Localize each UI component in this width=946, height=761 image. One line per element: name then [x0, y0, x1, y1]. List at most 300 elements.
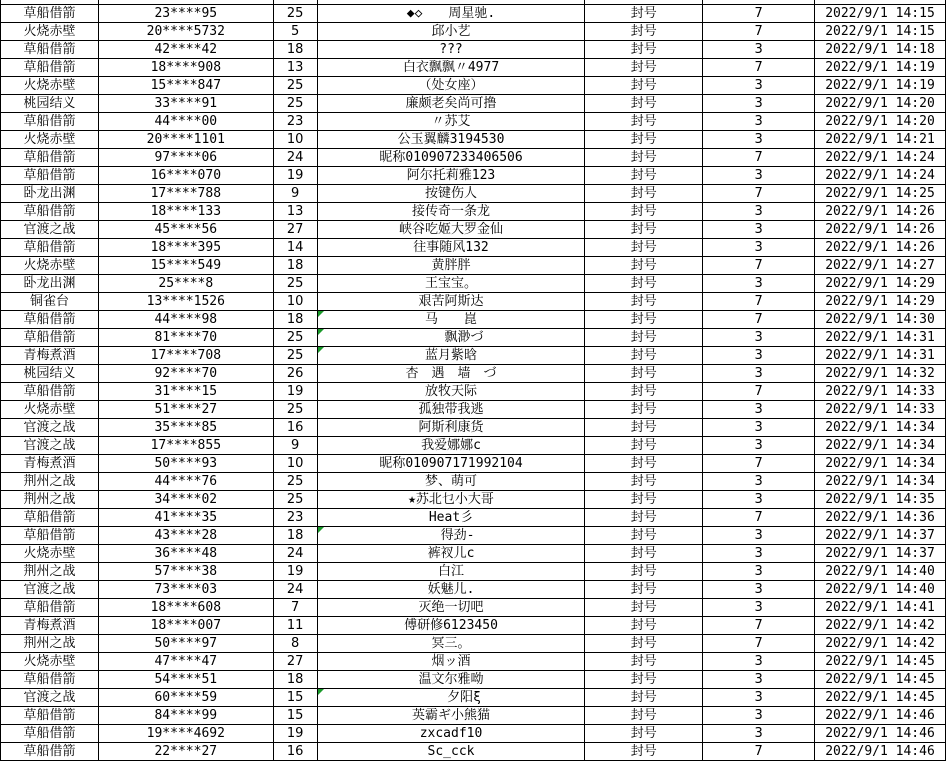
cell-player-name[interactable]: 阿斯利康货	[317, 419, 585, 437]
cell-phone[interactable]: 22****27	[98, 743, 273, 761]
cell-status[interactable]: 封号	[585, 671, 703, 689]
cell-region[interactable]: 草船借箭	[1, 311, 99, 329]
cell-status[interactable]: 封号	[585, 473, 703, 491]
cell-region[interactable]: 官渡之战	[1, 437, 99, 455]
cell-status[interactable]: 封号	[585, 95, 703, 113]
cell-time[interactable]: 2022/9/1 14:26	[814, 203, 945, 221]
cell-level[interactable]: 10	[273, 293, 317, 311]
cell-phone[interactable]: 17****708	[98, 347, 273, 365]
cell-status[interactable]: 封号	[585, 221, 703, 239]
cell-level[interactable]: 25	[273, 77, 317, 95]
cell-player-name[interactable]: 傅研修6123450	[317, 617, 585, 635]
cell-status[interactable]: 封号	[585, 653, 703, 671]
cell-phone[interactable]: 34****02	[98, 491, 273, 509]
cell-status[interactable]: 封号	[585, 707, 703, 725]
cell-phone[interactable]: 44****98	[98, 311, 273, 329]
cell-player-name[interactable]: 蓝月紫晗	[317, 347, 585, 365]
cell-phone[interactable]: 92****70	[98, 365, 273, 383]
cell-level[interactable]: 25	[273, 401, 317, 419]
cell-time[interactable]: 2022/9/1 14:29	[814, 275, 945, 293]
cell-region[interactable]: 火烧赤壁	[1, 401, 99, 419]
cell-ban-days[interactable]: 7	[703, 185, 815, 203]
cell-player-name[interactable]: 往事随风132	[317, 239, 585, 257]
cell-phone[interactable]: 60****59	[98, 689, 273, 707]
cell-player-name[interactable]: 按键伤人	[317, 185, 585, 203]
cell-phone[interactable]: 36****48	[98, 545, 273, 563]
cell-status[interactable]: 封号	[585, 149, 703, 167]
cell-region[interactable]: 草船借箭	[1, 671, 99, 689]
cell-player-name[interactable]: 王宝宝。	[317, 275, 585, 293]
cell-region[interactable]: 草船借箭	[1, 59, 99, 77]
cell-time[interactable]: 2022/9/1 14:20	[814, 113, 945, 131]
cell-player-name[interactable]: 〃苏艾	[317, 113, 585, 131]
cell-region[interactable]: 火烧赤壁	[1, 653, 99, 671]
cell-phone[interactable]: 50****93	[98, 455, 273, 473]
cell-player-name[interactable]: 冥三。	[317, 635, 585, 653]
cell-time[interactable]: 2022/9/1 14:15	[814, 23, 945, 41]
cell-region[interactable]: 桃园结义	[1, 365, 99, 383]
cell-time[interactable]: 2022/9/1 14:34	[814, 437, 945, 455]
cell-phone[interactable]: 25****8	[98, 275, 273, 293]
cell-ban-days[interactable]: 3	[703, 707, 815, 725]
cell-time[interactable]: 2022/9/1 14:34	[814, 419, 945, 437]
cell-time[interactable]: 2022/9/1 14:33	[814, 401, 945, 419]
cell-player-name[interactable]: 飘渺づ	[317, 329, 585, 347]
cell-time[interactable]: 2022/9/1 14:15	[814, 5, 945, 23]
cell-phone[interactable]: 44****00	[98, 113, 273, 131]
cell-time[interactable]: 2022/9/1 14:42	[814, 617, 945, 635]
cell-status[interactable]: 封号	[585, 491, 703, 509]
cell-time[interactable]: 2022/9/1 14:21	[814, 131, 945, 149]
cell-status[interactable]: 封号	[585, 689, 703, 707]
cell-player-name[interactable]: 公玉翼麟3194530	[317, 131, 585, 149]
cell-time[interactable]: 2022/9/1 14:40	[814, 581, 945, 599]
cell-level[interactable]: 23	[273, 113, 317, 131]
cell-time[interactable]: 2022/9/1 14:46	[814, 743, 945, 761]
cell-region[interactable]: 青梅煮酒	[1, 617, 99, 635]
cell-phone[interactable]: 18****908	[98, 59, 273, 77]
cell-player-name[interactable]: 灭绝一切吧	[317, 599, 585, 617]
cell-level[interactable]: 25	[273, 95, 317, 113]
cell-player-name[interactable]: 艰苦阿斯达	[317, 293, 585, 311]
cell-status[interactable]: 封号	[585, 239, 703, 257]
cell-level[interactable]: 10	[273, 131, 317, 149]
cell-region[interactable]: 草船借箭	[1, 329, 99, 347]
cell-phone[interactable]: 50****97	[98, 635, 273, 653]
cell-time[interactable]: 2022/9/1 14:30	[814, 311, 945, 329]
cell-level[interactable]: 10	[273, 455, 317, 473]
cell-region[interactable]: 荆州之战	[1, 473, 99, 491]
cell-player-name[interactable]: 杏 遇 墙 づ	[317, 365, 585, 383]
cell-level[interactable]: 19	[273, 383, 317, 401]
cell-ban-days[interactable]: 7	[703, 59, 815, 77]
cell-phone[interactable]: 13****1526	[98, 293, 273, 311]
cell-ban-days[interactable]: 7	[703, 23, 815, 41]
cell-player-name[interactable]: 温文尔雅呦	[317, 671, 585, 689]
cell-level[interactable]: 13	[273, 203, 317, 221]
cell-phone[interactable]: 47****47	[98, 653, 273, 671]
cell-time[interactable]: 2022/9/1 14:27	[814, 257, 945, 275]
cell-ban-days[interactable]: 3	[703, 329, 815, 347]
cell-level[interactable]: 9	[273, 185, 317, 203]
cell-phone[interactable]: 84****99	[98, 707, 273, 725]
cell-time[interactable]: 2022/9/1 14:32	[814, 365, 945, 383]
cell-level[interactable]: 19	[273, 167, 317, 185]
cell-level[interactable]: 18	[273, 257, 317, 275]
cell-level[interactable]: 27	[273, 653, 317, 671]
cell-status[interactable]: 封号	[585, 347, 703, 365]
cell-player-name[interactable]: 阿尔托莉雅123	[317, 167, 585, 185]
cell-phone[interactable]: 44****76	[98, 473, 273, 491]
cell-phone[interactable]: 18****007	[98, 617, 273, 635]
cell-status[interactable]: 封号	[585, 419, 703, 437]
cell-phone[interactable]: 17****855	[98, 437, 273, 455]
cell-ban-days[interactable]: 7	[703, 293, 815, 311]
cell-phone[interactable]: 19****4692	[98, 725, 273, 743]
cell-player-name[interactable]: 烟ッ酒	[317, 653, 585, 671]
cell-status[interactable]: 封号	[585, 509, 703, 527]
cell-player-name[interactable]: 梦、萌可	[317, 473, 585, 491]
cell-region[interactable]: 草船借箭	[1, 239, 99, 257]
cell-player-name[interactable]: 夕阳ξ	[317, 689, 585, 707]
cell-status[interactable]: 封号	[585, 167, 703, 185]
cell-status[interactable]: 封号	[585, 293, 703, 311]
cell-ban-days[interactable]: 7	[703, 311, 815, 329]
cell-ban-days[interactable]: 3	[703, 437, 815, 455]
cell-ban-days[interactable]: 3	[703, 41, 815, 59]
cell-region[interactable]: 草船借箭	[1, 509, 99, 527]
cell-phone[interactable]: 97****06	[98, 149, 273, 167]
cell-time[interactable]: 2022/9/1 14:20	[814, 95, 945, 113]
cell-ban-days[interactable]: 7	[703, 455, 815, 473]
cell-region[interactable]: 草船借箭	[1, 527, 99, 545]
cell-phone[interactable]: 17****788	[98, 185, 273, 203]
cell-level[interactable]: 24	[273, 149, 317, 167]
cell-player-name[interactable]: ★苏北乜小大哥	[317, 491, 585, 509]
cell-level[interactable]: 25	[273, 473, 317, 491]
cell-region[interactable]: 草船借箭	[1, 167, 99, 185]
cell-time[interactable]: 2022/9/1 14:19	[814, 59, 945, 77]
cell-ban-days[interactable]: 3	[703, 401, 815, 419]
cell-ban-days[interactable]: 3	[703, 347, 815, 365]
cell-time[interactable]: 2022/9/1 14:34	[814, 473, 945, 491]
cell-level[interactable]: 27	[273, 221, 317, 239]
cell-status[interactable]: 封号	[585, 23, 703, 41]
cell-status[interactable]: 封号	[585, 581, 703, 599]
cell-region[interactable]: 草船借箭	[1, 743, 99, 761]
cell-status[interactable]: 封号	[585, 203, 703, 221]
cell-region[interactable]: 铜雀台	[1, 293, 99, 311]
cell-status[interactable]: 封号	[585, 617, 703, 635]
cell-level[interactable]: 16	[273, 743, 317, 761]
cell-level[interactable]: 9	[273, 437, 317, 455]
cell-time[interactable]: 2022/9/1 14:37	[814, 527, 945, 545]
cell-region[interactable]: 青梅煮酒	[1, 347, 99, 365]
table-row	[1, 149, 946, 167]
cell-player-name[interactable]: Sc_cck	[317, 743, 585, 761]
cell-status[interactable]: 封号	[585, 401, 703, 419]
cell-level[interactable]: 26	[273, 365, 317, 383]
cell-time[interactable]: 2022/9/1 14:26	[814, 221, 945, 239]
cell-region[interactable]: 草船借箭	[1, 5, 99, 23]
cell-ban-days[interactable]: 3	[703, 671, 815, 689]
cell-phone[interactable]: 23****95	[98, 5, 273, 23]
cell-region[interactable]: 草船借箭	[1, 599, 99, 617]
cell-time[interactable]: 2022/9/1 14:35	[814, 491, 945, 509]
cell-ban-days[interactable]: 3	[703, 545, 815, 563]
cell-level[interactable]: 25	[273, 329, 317, 347]
cell-phone[interactable]: 73****03	[98, 581, 273, 599]
cell-status[interactable]: 封号	[585, 131, 703, 149]
cell-ban-days[interactable]: 3	[703, 581, 815, 599]
cell-status[interactable]: 封号	[585, 383, 703, 401]
cell-time[interactable]: 2022/9/1 14:18	[814, 41, 945, 59]
cell-phone[interactable]: 51****27	[98, 401, 273, 419]
cell-level[interactable]: 24	[273, 545, 317, 563]
cell-level[interactable]: 7	[273, 599, 317, 617]
cell-player-name[interactable]: Heat彡	[317, 509, 585, 527]
cell-player-name[interactable]: 我爱娜娜c	[317, 437, 585, 455]
table-row	[1, 77, 946, 95]
cell-time[interactable]: 2022/9/1 14:29	[814, 293, 945, 311]
cell-status[interactable]: 封号	[585, 59, 703, 77]
cell-region[interactable]: 官渡之战	[1, 581, 99, 599]
cell-phone[interactable]: 16****070	[98, 167, 273, 185]
cell-ban-days[interactable]: 3	[703, 689, 815, 707]
cell-status[interactable]: 封号	[585, 275, 703, 293]
cell-phone[interactable]: 54****51	[98, 671, 273, 689]
cell-phone[interactable]: 33****91	[98, 95, 273, 113]
cell-ban-days[interactable]: 7	[703, 149, 815, 167]
cell-ban-days[interactable]: 3	[703, 77, 815, 95]
cell-time[interactable]: 2022/9/1 14:41	[814, 599, 945, 617]
table-row	[1, 41, 946, 59]
cell-time[interactable]: 2022/9/1 14:46	[814, 725, 945, 743]
cell-phone[interactable]: 45****56	[98, 221, 273, 239]
cell-status[interactable]: 封号	[585, 365, 703, 383]
cell-phone[interactable]: 20****1101	[98, 131, 273, 149]
cell-level[interactable]: 5	[273, 23, 317, 41]
cell-ban-days[interactable]: 3	[703, 275, 815, 293]
cell-level[interactable]: 13	[273, 59, 317, 77]
cell-player-name[interactable]: 白江	[317, 563, 585, 581]
cell-ban-days[interactable]: 3	[703, 599, 815, 617]
cell-ban-days[interactable]: 7	[703, 509, 815, 527]
cell-status[interactable]: 封号	[585, 329, 703, 347]
cell-region[interactable]: 草船借箭	[1, 383, 99, 401]
cell-ban-days[interactable]: 3	[703, 473, 815, 491]
cell-player-name[interactable]: 放牧天际	[317, 383, 585, 401]
cell-ban-days[interactable]: 7	[703, 257, 815, 275]
cell-region[interactable]: 火烧赤壁	[1, 23, 99, 41]
cell-ban-days[interactable]: 3	[703, 725, 815, 743]
cell-status[interactable]: 封号	[585, 455, 703, 473]
cell-phone[interactable]: 20****5732	[98, 23, 273, 41]
cell-player-name[interactable]: 妖魅儿.	[317, 581, 585, 599]
cell-time[interactable]: 2022/9/1 14:45	[814, 671, 945, 689]
cell-status[interactable]: 封号	[585, 113, 703, 131]
cell-status[interactable]: 封号	[585, 743, 703, 761]
cell-status[interactable]: 封号	[585, 545, 703, 563]
cell-ban-days[interactable]: 3	[703, 419, 815, 437]
cell-phone[interactable]: 42****42	[98, 41, 273, 59]
cell-level[interactable]: 24	[273, 581, 317, 599]
cell-phone[interactable]: 41****35	[98, 509, 273, 527]
cell-time[interactable]: 2022/9/1 14:31	[814, 329, 945, 347]
cell-region[interactable]: 火烧赤壁	[1, 257, 99, 275]
cell-status[interactable]: 封号	[585, 563, 703, 581]
cell-region[interactable]: 火烧赤壁	[1, 131, 99, 149]
cell-level[interactable]: 19	[273, 563, 317, 581]
cell-player-name[interactable]: 裤衩儿c	[317, 545, 585, 563]
cell-region[interactable]: 草船借箭	[1, 725, 99, 743]
cell-level[interactable]: 18	[273, 311, 317, 329]
cell-level[interactable]: 25	[273, 347, 317, 365]
cell-level[interactable]: 18	[273, 527, 317, 545]
cell-region[interactable]: 官渡之战	[1, 419, 99, 437]
cell-ban-days[interactable]: 3	[703, 563, 815, 581]
cell-player-name[interactable]: 接传奇一条龙	[317, 203, 585, 221]
cell-ban-days[interactable]: 3	[703, 653, 815, 671]
cell-level[interactable]: 19	[273, 725, 317, 743]
cell-status[interactable]: 封号	[585, 41, 703, 59]
cell-level[interactable]: 11	[273, 617, 317, 635]
cell-level[interactable]: 14	[273, 239, 317, 257]
cell-level[interactable]: 18	[273, 41, 317, 59]
cell-time[interactable]: 2022/9/1 14:46	[814, 707, 945, 725]
cell-region[interactable]: 荆州之战	[1, 491, 99, 509]
cell-phone[interactable]: 15****847	[98, 77, 273, 95]
cell-phone[interactable]: 15****549	[98, 257, 273, 275]
cell-status[interactable]: 封号	[585, 77, 703, 95]
cell-region[interactable]: 荆州之战	[1, 635, 99, 653]
cell-ban-days[interactable]: 3	[703, 131, 815, 149]
cell-phone[interactable]: 35****85	[98, 419, 273, 437]
cell-time[interactable]: 2022/9/1 14:37	[814, 545, 945, 563]
cell-ban-days[interactable]: 3	[703, 95, 815, 113]
cell-level[interactable]: 25	[273, 5, 317, 23]
cell-time[interactable]: 2022/9/1 14:24	[814, 167, 945, 185]
table-row	[1, 599, 946, 617]
cell-level[interactable]: 25	[273, 491, 317, 509]
cell-player-name[interactable]: 邱小艺	[317, 23, 585, 41]
cell-time[interactable]: 2022/9/1 14:31	[814, 347, 945, 365]
cell-status[interactable]: 封号	[585, 599, 703, 617]
cell-time[interactable]: 2022/9/1 14:40	[814, 563, 945, 581]
cell-ban-days[interactable]: 7	[703, 5, 815, 23]
cell-ban-days[interactable]: 3	[703, 239, 815, 257]
cell-ban-days[interactable]: 3	[703, 167, 815, 185]
cell-region[interactable]: 官渡之战	[1, 689, 99, 707]
cell-player-name[interactable]: ???	[317, 41, 585, 59]
cell-time[interactable]: 2022/9/1 14:36	[814, 509, 945, 527]
cell-time[interactable]: 2022/9/1 14:42	[814, 635, 945, 653]
cell-region[interactable]: 官渡之战	[1, 221, 99, 239]
cell-region[interactable]: 青梅煮酒	[1, 455, 99, 473]
cell-status[interactable]: 封号	[585, 5, 703, 23]
cell-player-name[interactable]: 昵称010907171992104	[317, 455, 585, 473]
cell-region[interactable]: 火烧赤壁	[1, 545, 99, 563]
cell-region[interactable]: 卧龙出渊	[1, 275, 99, 293]
cell-phone[interactable]: 31****15	[98, 383, 273, 401]
cell-region[interactable]: 火烧赤壁	[1, 77, 99, 95]
cell-time[interactable]: 2022/9/1 14:34	[814, 455, 945, 473]
cell-region[interactable]: 卧龙出渊	[1, 185, 99, 203]
cell-time[interactable]: 2022/9/1 14:33	[814, 383, 945, 401]
cell-ban-days[interactable]: 3	[703, 365, 815, 383]
cell-level[interactable]: 8	[273, 635, 317, 653]
cell-ban-days[interactable]: 7	[703, 383, 815, 401]
cell-status[interactable]: 封号	[585, 311, 703, 329]
cell-time[interactable]: 2022/9/1 14:45	[814, 689, 945, 707]
cell-level[interactable]: 15	[273, 707, 317, 725]
cell-region[interactable]: 桃园结义	[1, 95, 99, 113]
cell-phone[interactable]: 18****608	[98, 599, 273, 617]
cell-ban-days[interactable]: 3	[703, 491, 815, 509]
cell-player-name[interactable]: 白衣飘飘〃4977	[317, 59, 585, 77]
cell-ban-days[interactable]: 7	[703, 617, 815, 635]
cell-player-name[interactable]: 英霸ギ小熊猫	[317, 707, 585, 725]
cell-status[interactable]: 封号	[585, 635, 703, 653]
cell-phone[interactable]: 18****395	[98, 239, 273, 257]
cell-player-name[interactable]: 孤独带我逃	[317, 401, 585, 419]
cell-region[interactable]: 荆州之战	[1, 563, 99, 581]
cell-ban-days[interactable]: 3	[703, 527, 815, 545]
cell-level[interactable]: 18	[273, 671, 317, 689]
cell-time[interactable]: 2022/9/1 14:45	[814, 653, 945, 671]
cell-region[interactable]: 草船借箭	[1, 41, 99, 59]
cell-player-name[interactable]: 马 崑	[317, 311, 585, 329]
cell-player-name[interactable]: 廉颇老矣尚可撸	[317, 95, 585, 113]
cell-player-name[interactable]: （处女座）	[317, 77, 585, 95]
cell-status[interactable]: 封号	[585, 185, 703, 203]
cell-phone[interactable]: 81****70	[98, 329, 273, 347]
cell-level[interactable]: 15	[273, 689, 317, 707]
cell-region[interactable]: 草船借箭	[1, 149, 99, 167]
cell-level[interactable]: 16	[273, 419, 317, 437]
cell-time[interactable]: 2022/9/1 14:19	[814, 77, 945, 95]
cell-ban-days[interactable]: 7	[703, 743, 815, 761]
cell-time[interactable]: 2022/9/1 14:25	[814, 185, 945, 203]
cell-phone[interactable]: 43****28	[98, 527, 273, 545]
cell-phone[interactable]: 57****38	[98, 563, 273, 581]
cell-status[interactable]: 封号	[585, 527, 703, 545]
cell-player-name[interactable]: zxcadf10	[317, 725, 585, 743]
cell-region[interactable]: 草船借箭	[1, 203, 99, 221]
cell-region[interactable]: 草船借箭	[1, 113, 99, 131]
cell-ban-days[interactable]: 3	[703, 113, 815, 131]
cell-time[interactable]: 2022/9/1 14:24	[814, 149, 945, 167]
cell-status[interactable]: 封号	[585, 725, 703, 743]
cell-player-name[interactable]: 得劲-	[317, 527, 585, 545]
table-row	[1, 95, 946, 113]
cell-player-name[interactable]: ◆◇ 周星驰.	[317, 5, 585, 23]
cell-status[interactable]: 封号	[585, 257, 703, 275]
cell-region[interactable]: 草船借箭	[1, 707, 99, 725]
cell-status[interactable]: 封号	[585, 437, 703, 455]
cell-player-name[interactable]: 黄胖胖	[317, 257, 585, 275]
cell-player-name[interactable]: 昵称010907233406506	[317, 149, 585, 167]
table-row	[1, 491, 946, 509]
cell-ban-days[interactable]: 7	[703, 635, 815, 653]
cell-level[interactable]: 25	[273, 275, 317, 293]
cell-time[interactable]: 2022/9/1 14:26	[814, 239, 945, 257]
cell-level[interactable]: 23	[273, 509, 317, 527]
cell-player-name[interactable]: 峡谷吃姬大罗金仙	[317, 221, 585, 239]
cell-ban-days[interactable]: 3	[703, 203, 815, 221]
cell-phone[interactable]: 18****133	[98, 203, 273, 221]
cell-ban-days[interactable]: 3	[703, 221, 815, 239]
